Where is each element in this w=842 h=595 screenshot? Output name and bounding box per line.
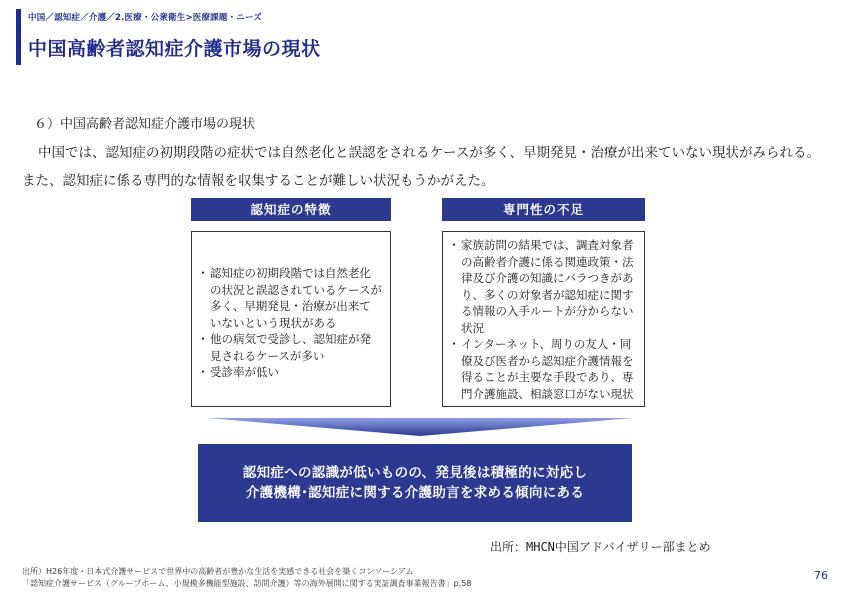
lack-of-expertise-box: [442, 231, 645, 407]
section-body-text: 中国では、認知症の初期段階の症状では自然老化と誤認をされるケースが多く、早期発見・治療が出来ていない現状がみられる。また、認知症に係る専門的な情報を収集することが難しい状況もうかがえた。: [22, 145, 821, 189]
footnote-line-1: 出所）H26年度・日本式介護サービスで世界中の高齢者が豊かな生活を実感できる社会を築くコンソーシアム: [22, 567, 414, 576]
list-item: [196, 331, 382, 364]
list-item-text: 他の病気で受診し、認知症が発見されるケースが多い: [210, 332, 371, 363]
dementia-features-box: [191, 231, 391, 407]
header-accent-bar: [16, 9, 21, 65]
bullet-icon: ・: [448, 238, 460, 252]
list-item-text: 受診率が低い: [210, 365, 279, 379]
page-number: 76: [814, 569, 828, 582]
column-header-lack-of-expertise: 専門性の不足: [442, 198, 645, 221]
list-item: [447, 237, 638, 336]
list-item-text: 認知症の初期段階では自然老化の状況と誤認されているケースが多く、早期発見・治療が出来ていないという現状がある: [210, 266, 382, 330]
bullet-icon: ・: [448, 337, 460, 351]
bullet-icon: ・: [197, 365, 209, 379]
footnote-line-2: 「認知症介護サービス（グループホーム、小規模多機能型施設、訪問介護）等の海外展開に関する実証調査事業報告書」p.58: [22, 579, 472, 588]
list-item: [196, 364, 382, 381]
list-item: [196, 265, 382, 331]
source-note: 出所：MHCN中国アドバイザリー部まとめ: [490, 540, 711, 554]
footnote: [22, 566, 471, 590]
bullet-icon: ・: [197, 332, 209, 346]
section-heading: ６）中国高齢者認知症介護市場の現状: [34, 117, 256, 132]
conclusion-line-2: 介護機構･認知症に関する介護助言を求める傾向にある: [245, 485, 585, 501]
conclusion-line-1: 認知症への認識が低いものの、発見後は積極的に対応し: [242, 465, 588, 481]
list-item-text: 家族訪問の結果では、調査対象者の高齢者介護に係る関連政策・法律及び介護の知識にバラつきがあり、多くの対象者が認知症に関する情報の入手ルートが分からない状況: [461, 238, 634, 335]
breadcrumb: 中国／認知症／介護／2.医療・公衆衛生>医療課題・ニーズ: [28, 13, 262, 23]
list-item-text: インターネット、周りの友人・同僚及び医者から認知症介護情報を得ることが主要な手段であり、専門介護施設、相談窓口がない現状: [461, 337, 634, 401]
down-arrow-icon: [207, 418, 633, 436]
page-title: 中国高齢者認知症介護市場の現状: [28, 38, 321, 60]
conclusion-box: [198, 444, 632, 522]
column-header-dementia-features: 認知症の特徴: [191, 198, 391, 221]
bullet-icon: ・: [197, 266, 209, 280]
list-item: [447, 336, 638, 402]
